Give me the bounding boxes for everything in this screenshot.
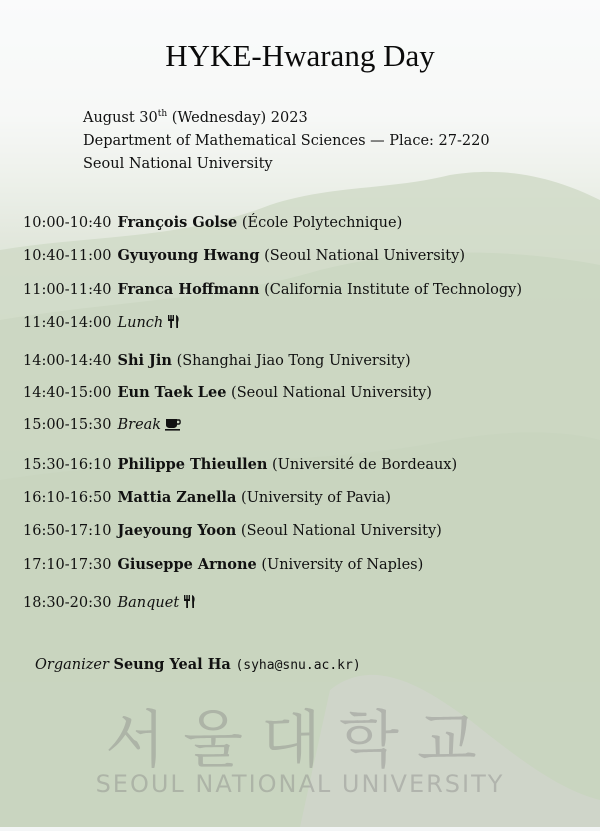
event-label: Lunch [117,315,164,331]
speaker-name: Shi Jin [117,352,172,369]
time-slot: 11:00-11:40 [23,282,112,298]
event-date [83,103,490,130]
schedule-row [23,522,442,539]
schedule-row-lunch [23,314,181,333]
speaker-name: Jaeyoung Yoon [117,522,237,539]
speaker-affiliation: (Seoul National University) [236,523,442,539]
speaker-affiliation: (University of Pavia) [236,490,391,506]
schedule-row-break [23,417,182,435]
time-slot: 10:40-11:00 [23,248,112,264]
schedule-row [23,489,391,506]
time-slot: 15:00-15:30 [23,417,112,433]
event-label: Break [117,417,162,433]
event-label: Banquet [117,595,180,611]
speaker-name: Franca Hoffmann [117,281,260,298]
speaker-name: Philippe Thieullen [117,456,268,473]
schedule-row-banquet [23,594,197,613]
organizer-email: (syha@snu.ac.kr) [235,658,361,673]
schedule-row [23,247,465,264]
time-slot: 16:50-17:10 [23,523,112,539]
speaker-name: Gyuyoung Hwang [117,247,260,264]
coffee-icon [165,418,182,435]
utensils-icon [183,594,197,613]
time-slot: 11:40-14:00 [23,315,112,331]
time-slot: 17:10-17:30 [23,557,112,573]
speaker-affiliation: (Université de Bordeaux) [267,457,458,473]
date-suffix: (Wednesday) 2023 [167,109,308,126]
speaker-name: Giuseppe Arnone [117,556,257,573]
organizer-label: Organizer [35,657,109,673]
speaker-affiliation: (Seoul National University) [259,248,465,264]
speaker-affiliation: (University of Naples) [256,557,424,573]
speaker-name: Eun Taek Lee [117,384,227,401]
time-slot: 14:00-14:40 [23,353,112,369]
event-university: Seoul National University [83,155,273,172]
time-slot: 10:00-10:40 [23,215,112,231]
date-superscript: th [157,109,168,119]
time-slot: 18:30-20:30 [23,595,112,611]
watermark-korean: 서울대학교 [105,703,495,776]
watermark-english: SEOUL NATIONAL UNIVERSITY [95,770,505,798]
event-place: Department of Mathematical Sciences — Place: 27-220 [83,132,490,149]
schedule-row [23,281,522,298]
time-slot: 16:10-16:50 [23,490,112,506]
page-title: HYKE-Hwarang Day [165,38,435,73]
time-slot: 15:30-16:10 [23,457,112,473]
schedule-row [23,352,411,369]
schedule-row [23,556,423,573]
speaker-affiliation: (California Institute of Technology) [259,282,523,298]
event-info [83,103,490,176]
schedule-row [23,456,457,473]
speaker-name: Mattia Zanella [117,489,237,506]
speaker-name: François Golse [117,214,238,231]
utensils-icon [167,314,181,333]
schedule-row [23,384,432,401]
schedule-row [23,214,402,231]
speaker-affiliation: (Shanghai Jiao Tong University) [171,353,411,369]
speaker-affiliation: (École Polytechnique) [237,215,403,231]
organizer-name: Seung Yeal Ha [113,656,231,673]
organizer-line [35,656,361,673]
speaker-affiliation: (Seoul National University) [226,385,432,401]
time-slot: 14:40-15:00 [23,385,112,401]
date-prefix: August 30 [83,109,158,126]
